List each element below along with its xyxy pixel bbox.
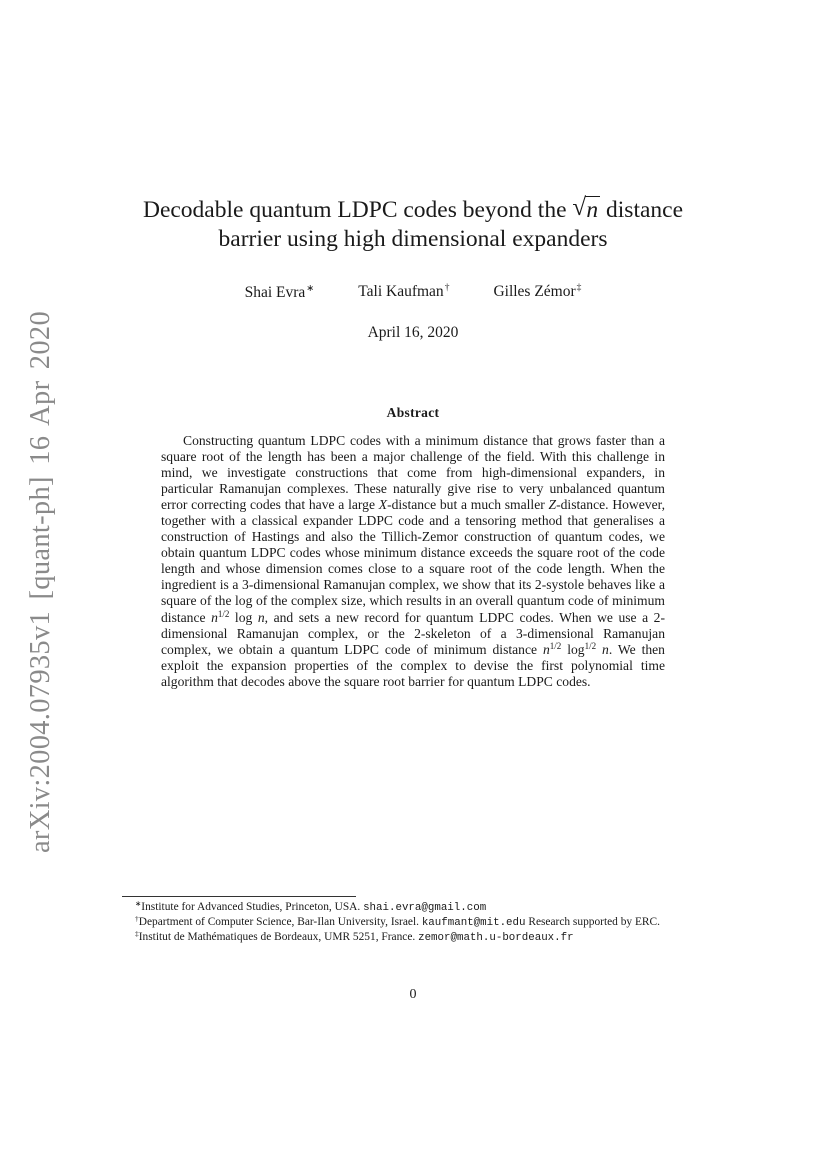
footnote-marker: ‡ bbox=[135, 929, 139, 939]
footnotes bbox=[122, 901, 704, 946]
author-zemor bbox=[493, 283, 581, 302]
title-line-1 bbox=[100, 196, 726, 225]
math-n: n bbox=[211, 609, 218, 625]
abstract-heading: Abstract bbox=[386, 405, 440, 420]
email-link[interactable]: shai.evra@gmail.com bbox=[363, 902, 487, 914]
title-text-part: Decodable quantum LDPC codes beyond the bbox=[142, 197, 567, 223]
footnote-3 bbox=[122, 931, 704, 946]
footnote-marker: † bbox=[135, 914, 139, 924]
footnote-marker[interactable]: ∗ bbox=[306, 284, 315, 294]
author-name: Tali Kaufman bbox=[358, 283, 444, 300]
author-evra bbox=[245, 283, 315, 302]
math-log: log bbox=[561, 641, 585, 657]
email-link[interactable]: kaufmant@mit.edu bbox=[421, 917, 526, 930]
title-line-2: barrier using high dimensional expanders bbox=[218, 226, 608, 252]
abstract-text: , and sets a new record for quantum LDPC codes. When we use a 2-dimensional Ramanujan complex, or the 2-skeleton of a 3-dimensional Ramanujan complex, we obtain a quantum LDPC code of minimum distance bbox=[161, 609, 666, 657]
author-kaufman bbox=[358, 283, 449, 302]
math-exponent: 1/2 bbox=[217, 608, 230, 619]
footnote-text: Institut de Mathématiques de Bordeaux, UMR 5251, France. bbox=[138, 931, 419, 944]
title-text-part: distance bbox=[606, 197, 684, 223]
email-link[interactable]: zemor@math.u-bordeaux.fr bbox=[418, 932, 574, 945]
abstract-text: -distance but a much smaller bbox=[387, 497, 549, 513]
math-n: n bbox=[257, 609, 265, 625]
math-exponent: 1/2 bbox=[584, 640, 597, 651]
math-n: n bbox=[596, 641, 609, 657]
abstract-text: Constructing quantum LDPC codes with a minimum distance that grows faster than a square root of the length has been a major challenge of the field. With this challenge in mind, we investigate constructions that come from high-dimensional expanders, in particular Ramanujan complexes. These naturally give rise to very unbalanced quantum error correcting codes that have a large bbox=[161, 433, 665, 513]
formula-sqrt-n-log-n bbox=[211, 610, 265, 625]
math-n: n bbox=[542, 641, 550, 657]
arxiv-identifier-stamp: arXiv:2004.07935v1 [quant-ph] 16 Apr 2020 bbox=[25, 310, 56, 854]
abstract-body bbox=[161, 433, 665, 690]
author-name: Gilles Zémor bbox=[493, 283, 576, 300]
math-log: log bbox=[229, 609, 258, 625]
formula-sqrt-n-sqrt-log-n bbox=[543, 642, 609, 657]
sqrt-variable: n bbox=[586, 197, 599, 223]
radical-sign: √ bbox=[572, 194, 587, 221]
author-list bbox=[0, 283, 826, 302]
paper-title bbox=[100, 196, 726, 254]
footnote-text: Research supported by ERC. bbox=[525, 916, 660, 929]
author-name: Shai Evra bbox=[244, 284, 306, 301]
footnote-marker: ∗ bbox=[135, 899, 142, 908]
abstract-text: . We then exploit the expansion properties of the complex to devise the first polynomial time algorithm that decodes above the square root barrier for quantum LDPC codes. bbox=[161, 641, 665, 689]
sqrt-n-formula bbox=[572, 196, 600, 225]
footnote-marker[interactable]: ‡ bbox=[576, 283, 582, 293]
footnote-text: Institute for Advanced Studies, Princeton, USA. bbox=[141, 901, 364, 913]
math-x: X bbox=[378, 497, 388, 513]
math-z: Z bbox=[548, 497, 557, 513]
footnote-divider bbox=[122, 896, 356, 897]
publication-date: April 16, 2020 bbox=[367, 324, 459, 341]
abstract-text: -distance. However, together with a classical expander LDPC code and a tensoring method that generalises a construction of Hastings and also the Tillich-Zemor construction of quantum codes, we obtain quantum LDPC codes whose minimum distance exceeds the square root of the code length and whose dimension comes close to a square root of the code length. When the ingredient is a 3-dimensional Ramanujan complex, we show that its 2-systole behaves like a square of the log of the complex size, which results in an overall quantum code of minimum distance bbox=[161, 497, 665, 625]
math-exponent: 1/2 bbox=[549, 640, 562, 651]
page-number: 0 bbox=[409, 987, 417, 1002]
footnote-2 bbox=[122, 916, 704, 931]
footnote-1 bbox=[122, 901, 704, 916]
footnote-text: Department of Computer Science, Bar-Ilan University, Israel. bbox=[138, 916, 422, 929]
footnote-marker[interactable]: † bbox=[444, 283, 450, 293]
